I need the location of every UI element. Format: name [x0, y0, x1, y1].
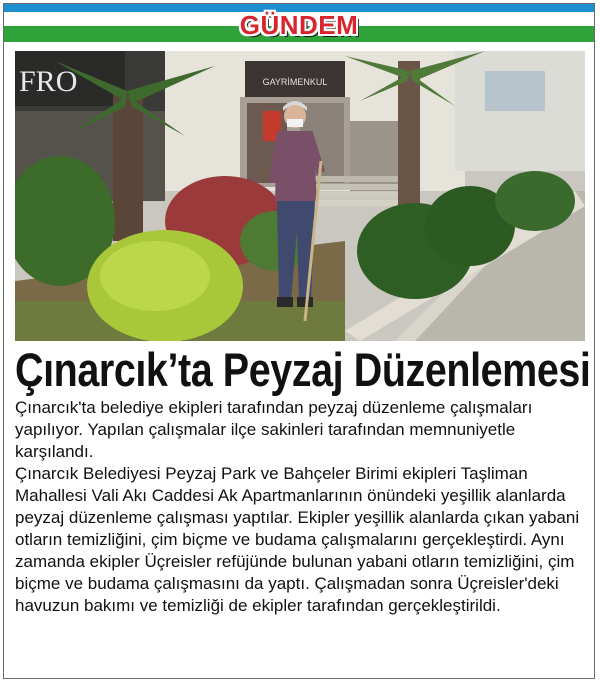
article-photo: [15, 51, 585, 341]
shop-sign: GAYRİMENKUL: [262, 77, 328, 87]
storefront-sign: FRO: [19, 65, 78, 98]
section-title: GÜNDEM: [239, 10, 359, 40]
article-paragraph-1: Çınarcık'ta belediye ekipleri tarafından peyzaj düzenleme çalışmaları yapılıyor. Yapılan çalışmalar ilçe sakinleri tarafından memnuniyetle karşılandı.: [15, 398, 533, 461]
garden-worker-photo: [15, 51, 585, 341]
section-header: [4, 4, 594, 42]
article-body: [15, 397, 590, 617]
headline: Çınarcık’ta Peyzaj Düzenlemesi: [15, 343, 591, 396]
article-paragraph-2: Çınarcık Belediyesi Peyzaj Park ve Bahçeler Birimi ekipleri Taşliman Mahallesi Vali Akı Caddesi Ak Apartmanlarının önündeki yeşillik alanlarda peyzaj düzenleme çalışması yaptılar. Ekipler yeşillik alanlarda çıkan yabani otların temizliğini, çim biçme ve budama çalışmalarını gerçekleştirdi. Aynı zamanda ekipler Üçreisler refüjünde bulunan yabani otların temizliğini, çim biçme ve budama çalışmasını da yaptı. Çalışmadan sonra Üçreisler'deki havuzun bakımı ve temizliği de ekipler tarafından gerçekleştirildi.: [15, 464, 580, 615]
